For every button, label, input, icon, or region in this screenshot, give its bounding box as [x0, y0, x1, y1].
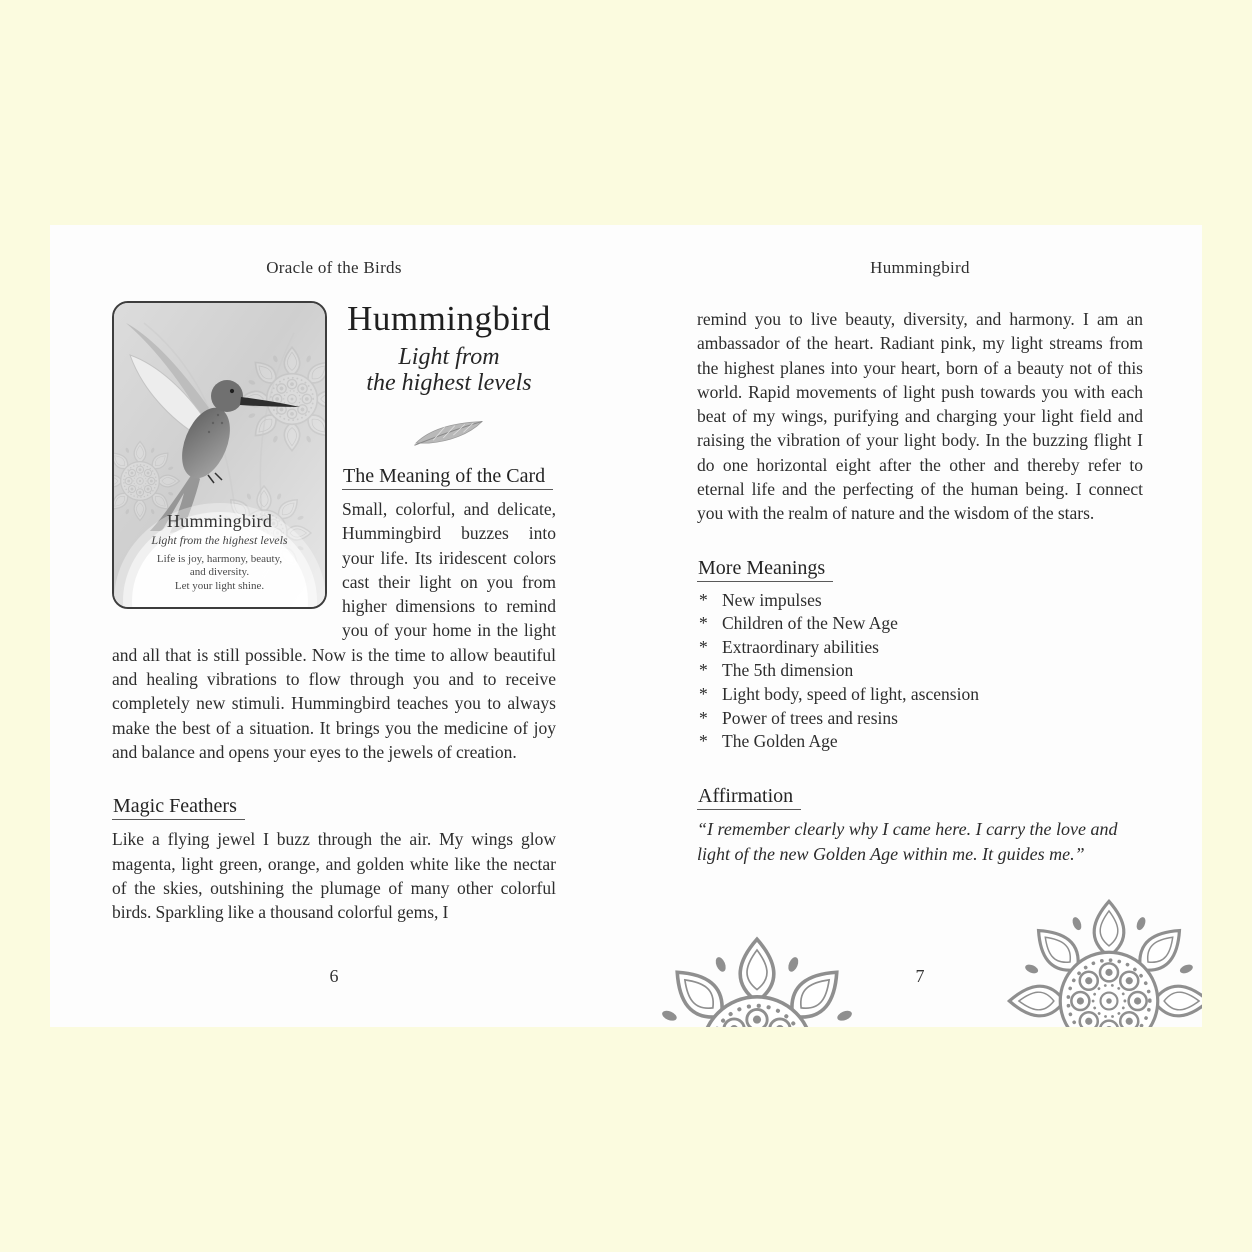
open-book-pages [50, 225, 1202, 1027]
list-item-text: Extraordinary abilities [722, 636, 879, 657]
left-page-content [112, 299, 556, 924]
list-item-text: Light body, speed of light, ascension [722, 684, 979, 705]
card-subtitle: Light from the highest levels [151, 532, 288, 547]
list-item-text: Power of trees and resins [722, 707, 898, 728]
more-meanings-list [697, 589, 1143, 754]
body-paragraph: remind you to live beauty, diversity, and harmony. I am an ambassador of the heart. Radiant pink, my light streams from the highest planes into your heart, born of a beauty not of this world. Rapid movements of light push towards you with each beat of my wings, purifying and charging your light field and raising the vibration of your light body. In the buzzing flight I do one horizontal eight after the other and thereby refer to eternal life and the perfecting of the human being. I connect you with the realm of nature and the wisdom of the stars. [697, 309, 1143, 524]
chapter-title: Hummingbird [347, 299, 551, 338]
chapter-subtitle-line2: the highest levels [366, 370, 532, 396]
oracle-card [112, 301, 327, 609]
more-meanings-heading: More Meanings [697, 557, 1143, 580]
feather-icon [413, 418, 485, 448]
bullet-marker: * [699, 684, 708, 705]
list-item [697, 730, 1143, 754]
list-item-text: Children of the New Age [722, 613, 898, 634]
list-item [697, 589, 1143, 613]
bullet-marker: * [699, 660, 708, 681]
list-item-text: The 5th dimension [722, 660, 854, 681]
magic-feathers-paragraph: Like a flying jewel I buzz through the air. My wings glow magenta, light green, orange, and golden white like the nectar of the skies, outshining the plumage of many other colorful birds. Sparkling like a thousand colorful gems, I [112, 829, 556, 923]
list-item [697, 612, 1143, 636]
right-page [697, 225, 1143, 1027]
card-title: Hummingbird [166, 510, 273, 531]
page-number-right: 7 [915, 966, 925, 986]
card-caption-line: Life is joy, harmony, beauty, [156, 552, 283, 565]
meaning-heading: The Meaning of the Card [112, 465, 556, 488]
meaning-paragraph: Small, colorful, and delicate, Hummingbird buzzes into your life. Its iridescent colors cast their light on you from higher dimensions to remind you of your home in the light and all that is still possible. Now is the time to allow beautiful and healing vibrations to flow through you and to receive completely new stimuli. Hummingbird teaches you to always make the best of a situation. It brings you the medicine of joy and balance and opens your eyes to the jewels of creation. [112, 499, 556, 762]
card-caption-line: Let your light shine. [174, 579, 265, 592]
right-running-head: Hummingbird [870, 258, 970, 277]
card-caption [114, 511, 325, 594]
bullet-marker: * [699, 731, 708, 752]
page-number-left: 6 [329, 966, 339, 986]
chapter-subtitle-line1: Light from [398, 344, 500, 370]
bullet-marker: * [699, 636, 708, 657]
left-running-head: Oracle of the Birds [266, 258, 402, 277]
list-item [697, 659, 1143, 683]
list-item-text: The Golden Age [722, 731, 838, 752]
affirmation-heading: Affirmation [697, 785, 1143, 808]
magic-feathers-heading: Magic Feathers [112, 795, 556, 818]
affirmation-quote: “I remember clearly why I came here. I carry the love and light of the new Golden Age within me. It guides me.” [697, 818, 1118, 865]
bullet-marker: * [699, 707, 708, 728]
bullet-marker: * [699, 589, 708, 610]
list-item [697, 707, 1143, 731]
list-item [697, 683, 1143, 707]
list-item [697, 636, 1143, 660]
card-caption-line: and diversity. [189, 566, 250, 578]
list-item-text: New impulses [722, 589, 822, 610]
left-page [112, 225, 556, 1027]
bullet-marker: * [699, 613, 708, 634]
